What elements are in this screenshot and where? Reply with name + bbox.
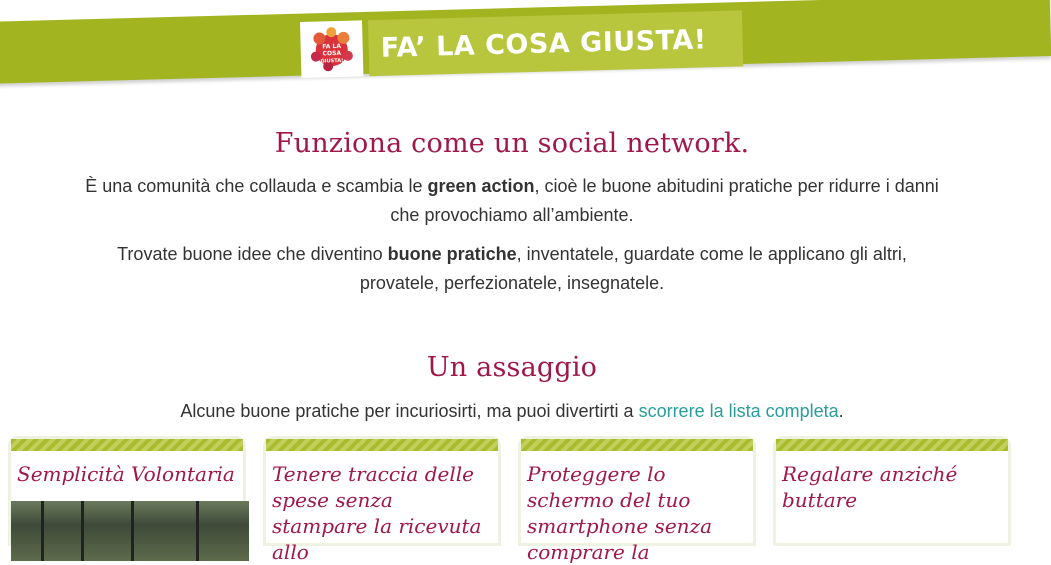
site-logo[interactable] <box>300 20 363 78</box>
practice-card[interactable] <box>8 436 246 546</box>
tree-trunk <box>81 501 84 561</box>
sample-text-b: . <box>838 401 844 421</box>
practice-cards <box>8 436 1018 564</box>
intro-text-2 <box>0 240 1024 298</box>
sample-text-a: Alcune buone pratiche per incuriosirti, ma puoi divertirti a <box>180 401 639 421</box>
flower-logo-icon <box>307 26 356 73</box>
card-header-stripe <box>266 439 498 451</box>
tree-trunk <box>131 501 134 561</box>
intro-paragraph-2 <box>82 240 942 298</box>
intro-section <box>0 128 1024 159</box>
practice-card[interactable] <box>773 436 1011 546</box>
site-brand[interactable] <box>300 10 743 78</box>
site-title-box[interactable] <box>368 10 743 76</box>
sample-paragraph <box>62 397 962 426</box>
sample-text <box>0 397 1024 426</box>
p2-text-a: Trovate buone idee che diventino <box>117 244 388 264</box>
sample-heading: Un assaggio <box>426 352 598 383</box>
card-image[interactable] <box>11 501 249 561</box>
p1-text-b: , cioè le buone abitudini pratiche per ridurre i danni che provochiamo all’ambiente. <box>390 176 939 225</box>
card-header-stripe <box>776 439 1008 451</box>
tree-trunk <box>41 501 44 561</box>
svg-text:GIUSTA!: GIUSTA! <box>320 57 344 65</box>
card-header-stripe <box>11 439 243 451</box>
svg-text:COSA: COSA <box>322 49 342 58</box>
intro-text <box>0 172 1024 230</box>
practice-card[interactable] <box>263 436 501 564</box>
card-title[interactable]: Proteggere lo schermo del tuo smartphone senza comprare la <box>527 462 712 564</box>
card-title[interactable]: Tenere traccia delle spese senza stampare la ricevuta allo <box>272 462 482 564</box>
tree-trunk <box>196 501 199 561</box>
p1-bold: green action <box>427 176 535 196</box>
card-title[interactable]: Semplicità Volontaria <box>17 462 235 486</box>
intro-heading: Funziona come un social network. <box>274 128 750 159</box>
sample-section <box>0 352 1024 383</box>
p1-text-a: È una comunità che collauda e scambia le <box>85 176 428 196</box>
p2-text-b: , inventatele, guardate come le applicano gli altri, provatele, perfezionatele, insegnatele. <box>359 244 907 293</box>
intro-paragraph-1 <box>82 172 942 230</box>
site-title[interactable]: FA’ LA COSA GIUSTA! <box>380 23 708 64</box>
full-list-link[interactable]: scorrere la lista completa <box>638 401 839 421</box>
card-header-stripe <box>521 439 753 451</box>
card-title[interactable]: Regalare anziché buttare <box>782 462 958 512</box>
p2-bold: buone pratiche <box>387 244 517 264</box>
practice-card[interactable] <box>518 436 756 564</box>
svg-text:FA LA: FA LA <box>322 42 342 51</box>
